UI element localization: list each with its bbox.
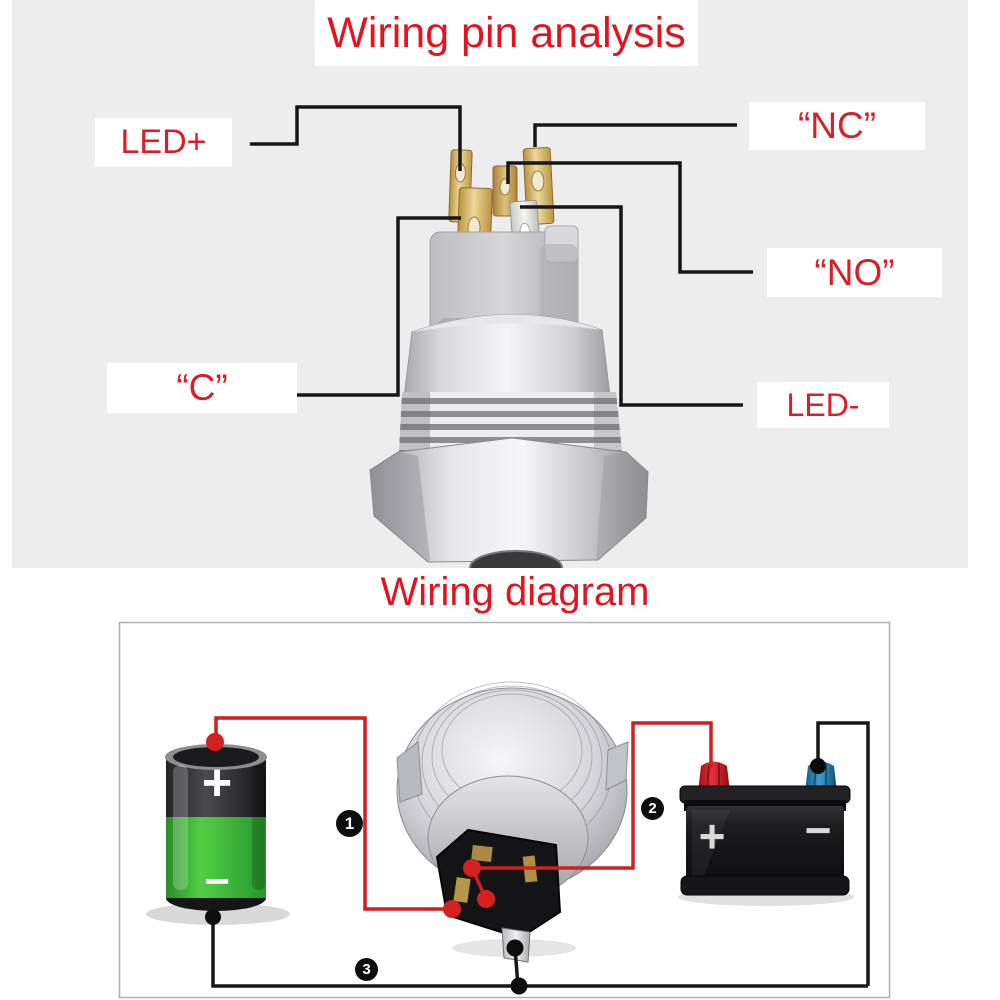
switch-rear-view bbox=[397, 682, 628, 962]
dot-switch-pin-2 bbox=[477, 890, 495, 908]
label-led-minus: LED- bbox=[757, 382, 889, 428]
nc-connector bbox=[535, 125, 737, 147]
switch-chrome-collar bbox=[404, 314, 610, 398]
label-nc: “NC” bbox=[749, 102, 925, 150]
wiring-diagram-section bbox=[0, 568, 1000, 1000]
pin-analysis-title: Wiring pin analysis bbox=[327, 8, 686, 57]
switch-socket bbox=[437, 830, 560, 938]
step-badge-2: 2 bbox=[641, 797, 664, 820]
dot-battery-negative bbox=[205, 909, 221, 925]
switch-hex-nut bbox=[370, 438, 648, 562]
dot-ground-junction bbox=[511, 978, 528, 995]
dot-car-battery-negative bbox=[810, 758, 826, 774]
step-badge-1: 1 bbox=[336, 810, 363, 837]
pin-analysis-section bbox=[12, 0, 968, 568]
label-no: “NO” bbox=[767, 248, 942, 297]
wiring-diagram-illustration bbox=[0, 568, 1000, 1000]
label-c: “C” bbox=[107, 363, 297, 413]
small-battery bbox=[146, 744, 290, 925]
small-battery-plus-mark: + bbox=[201, 754, 233, 812]
car-battery-plus-mark: + bbox=[698, 810, 726, 862]
dot-switch-pin-3 bbox=[443, 900, 461, 918]
wiring-diagram-title: Wiring diagram bbox=[380, 570, 650, 614]
led-plus-connector bbox=[250, 107, 460, 171]
title-band bbox=[315, 0, 698, 66]
dot-battery-positive bbox=[206, 733, 224, 751]
label-led-plus: LED+ bbox=[95, 118, 232, 167]
car-battery-minus-mark: − bbox=[804, 804, 832, 856]
car-battery bbox=[678, 762, 854, 907]
dot-switch-pin-1 bbox=[463, 859, 481, 877]
small-battery-minus-mark: − bbox=[204, 857, 230, 906]
dot-switch-ground-pin bbox=[507, 940, 524, 957]
step-badge-3: 3 bbox=[355, 958, 378, 981]
